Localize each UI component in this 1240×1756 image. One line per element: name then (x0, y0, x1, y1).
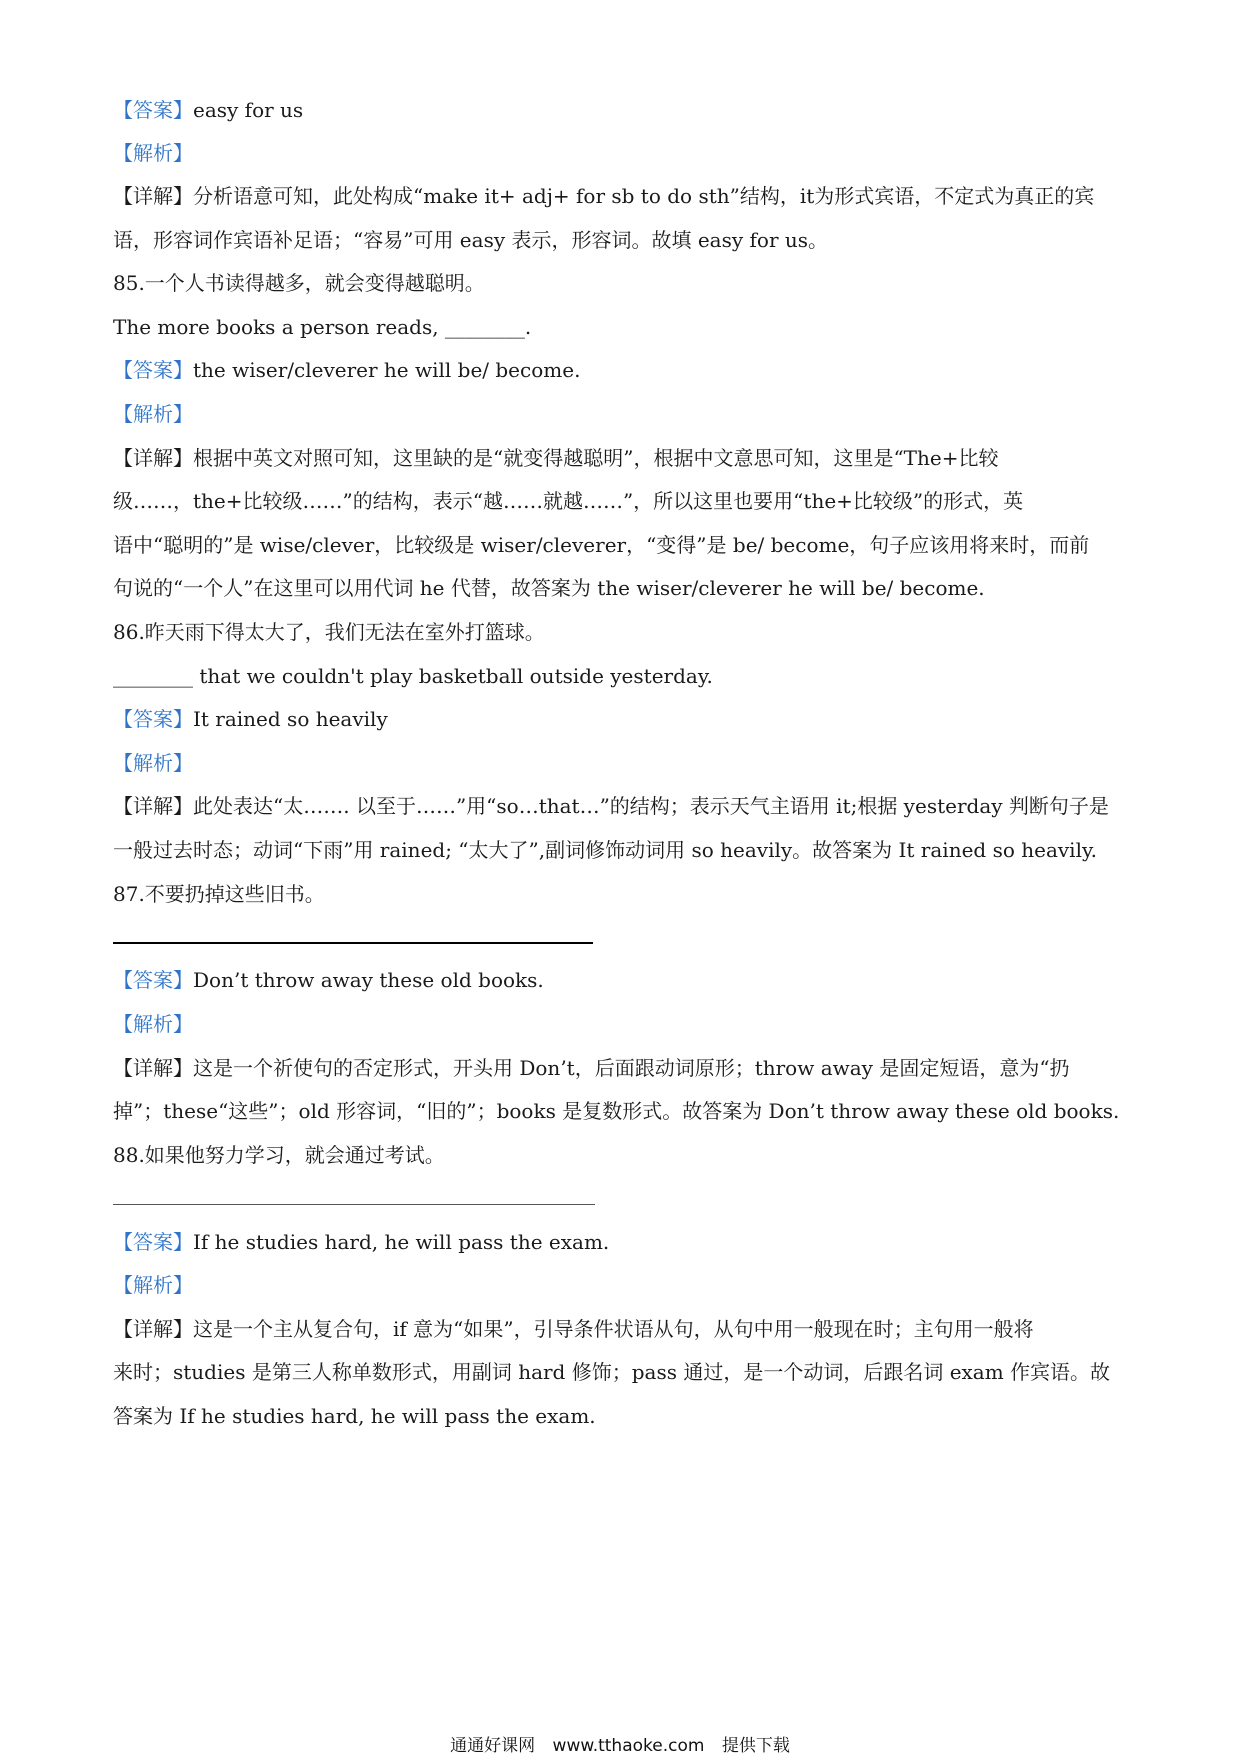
analysis-tag: 【解析】 (113, 751, 193, 775)
q85-detail-text-1: 根据中英文对照可知，这里缺的是“就变得越聪明”，根据中文意思可知，这里是“The+比较 (193, 446, 999, 470)
q87-answer: Don’t throw away these old books. (193, 968, 544, 992)
answer-tag: 【答案】 (113, 98, 193, 122)
footer-site-name: 通通好课网 (450, 1736, 536, 1756)
q86-detail-text-1: 此处表达“太……. 以至于……”用“so…that…”的结构；表示天气主语用 it;根据 yesterday 判断句子是 (193, 794, 1109, 818)
q88-analysis-line (113, 1271, 1133, 1299)
analysis-tag: 【解析】 (113, 402, 193, 426)
q85-detail-line-4: 句说的“一个人”在这里可以用代词 he 代替，故答案为 the wiser/cleverer he will be/ become. (113, 576, 985, 600)
q87-question: 87.不要扔掉这些旧书。 (113, 882, 325, 906)
q88-answer-blank (113, 1204, 595, 1205)
detail-tag: 【详解】 (113, 446, 193, 470)
detail-tag: 【详解】 (113, 184, 193, 208)
q84-answer: easy for us (193, 98, 304, 122)
q86-prompt: ________ that we couldn't play basketball outside yesterday. (113, 664, 713, 688)
detail-tag: 【详解】 (113, 794, 193, 818)
analysis-tag: 【解析】 (113, 141, 193, 165)
q85-analysis-line (113, 400, 1133, 428)
q85-answer: the wiser/cleverer he will be/ become. (193, 358, 581, 382)
q88-answer-line (113, 1228, 1133, 1256)
q86-answer-line (113, 705, 1133, 733)
answer-tag: 【答案】 (113, 358, 193, 382)
q86-question: 86.昨天雨下得太大了，我们无法在室外打篮球。 (113, 620, 545, 644)
q88-detail-line-2: 来时；studies 是第三人称单数形式，用副词 hard 修饰；pass 通过，是一个动词，后跟名词 exam 作宾语。故 (113, 1360, 1111, 1384)
q86-detail-line-2: 一般过去时态；动词“下雨”用 rained; “太大了”,副词修饰动词用 so heavily。故答案为 It rained so heavily. (113, 838, 1097, 862)
q87-detail-line-2: 掉”；these“这些”；old 形容词，“旧的”；books 是复数形式。故答案为 Don’t throw away these old books. (113, 1099, 1120, 1123)
q84-detail-line-1 (113, 182, 1133, 210)
answer-tag: 【答案】 (113, 1230, 193, 1254)
footer-note: 提供下载 (721, 1736, 790, 1756)
q88-answer: If he studies hard, he will pass the exam. (193, 1230, 610, 1254)
analysis-tag: 【解析】 (113, 1012, 193, 1036)
answer-tag: 【答案】 (113, 707, 193, 731)
q85-question: 85.一个人书读得越多，就会变得越聪明。 (113, 271, 485, 295)
q85-answer-line (113, 356, 1133, 384)
q86-analysis-line (113, 749, 1133, 777)
q85-detail-line-3: 语中“聪明的”是 wise/clever，比较级是 wiser/cleverer，“变得”是 be/ become，句子应该用将来时，而前 (113, 533, 1090, 557)
detail-tag: 【详解】 (113, 1317, 193, 1341)
q88-detail-line-1 (113, 1315, 1133, 1343)
q85-detail-line-1 (113, 444, 1133, 472)
q88-detail-line-3: 答案为 If he studies hard, he will pass the exam. (113, 1404, 596, 1428)
q87-detail-line-1 (113, 1054, 1133, 1082)
q86-detail-line-1 (113, 792, 1133, 820)
q84-analysis-line (113, 139, 1133, 167)
q85-detail-line-2: 级……，the+比较级……”的结构，表示“越……就越……”，所以这里也要用“the+比较级”的形式，英 (113, 489, 1024, 513)
q88-question: 88.如果他努力学习，就会通过考试。 (113, 1143, 445, 1167)
q86-answer: It rained so heavily (193, 707, 388, 731)
detail-tag: 【详解】 (113, 1056, 193, 1080)
analysis-tag: 【解析】 (113, 1273, 193, 1297)
q84-detail-line-2: 语，形容词作宾语补足语；“容易”可用 easy 表示，形容词。故填 easy for us。 (113, 228, 829, 252)
q87-answer-line (113, 966, 1133, 994)
q87-analysis-line (113, 1010, 1133, 1038)
footer-url[interactable]: www.tthaoke.com (552, 1736, 705, 1756)
q84-answer-line (113, 96, 1133, 124)
page-footer (0, 1731, 1240, 1756)
q84-detail-text-1: 分析语意可知，此处构成“make it+ adj+ for sb to do sth”结构，it为形式宾语，不定式为真正的宾 (193, 184, 1095, 208)
q87-detail-text-1: 这是一个祈使句的否定形式，开头用 Don’t，后面跟动词原形；throw away 是固定短语，意为“扔 (193, 1056, 1070, 1080)
answer-tag: 【答案】 (113, 968, 193, 992)
q88-detail-text-1: 这是一个主从复合句，if 意为“如果”，引导条件状语从句，从句中用一般现在时；主句用一般将 (193, 1317, 1034, 1341)
q85-prompt: The more books a person reads, ________. (113, 315, 532, 339)
q87-answer-blank (113, 942, 593, 944)
